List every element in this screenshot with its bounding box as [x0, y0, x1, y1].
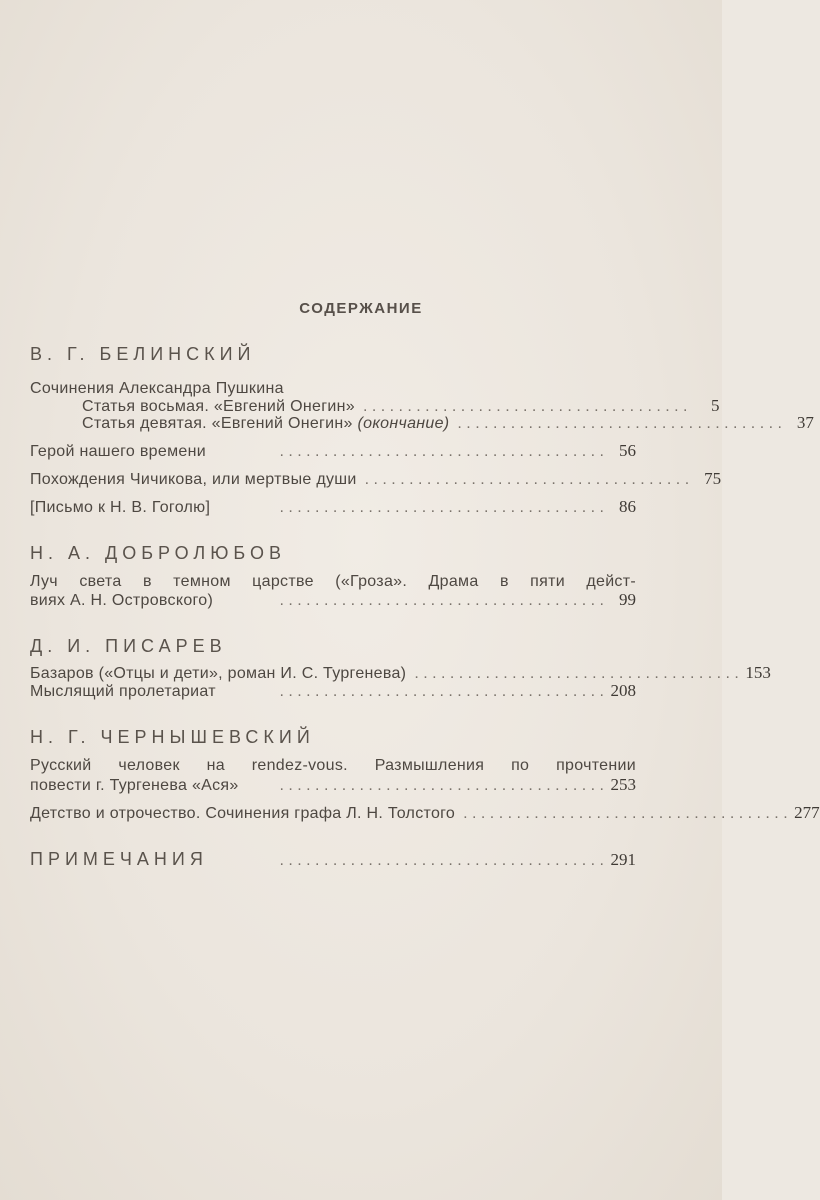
toc-entry-text: Детство и отрочество. Сочинения графа Л. Н. Толстого: [30, 805, 456, 822]
toc-leader: . . . . . . . . . . . . . . . . . . . . . . . . . . . . . . . . . . . . .: [457, 415, 782, 432]
toc-entry-text: Статья восьмая. «Евгений Онегин»: [82, 398, 355, 415]
toc-entry-text: [Письмо к Н. В. Гоголю]: [30, 499, 211, 516]
toc-entry-text: Мыслящий пролетариат: [30, 683, 216, 700]
toc-leader: . . . . . . . . . . . . . . . . . . . . . . . . . . . . . . . . . . . . .: [463, 805, 788, 822]
toc-page-number: 75: [704, 469, 722, 488]
toc-page-number: 153: [745, 663, 771, 682]
toc-entry[interactable]: [30, 775, 636, 799]
toc-page-number: 208: [610, 681, 636, 700]
toc-leader: . . . . . . . . . . . . . . . . . . . . . . . . . . . . . . . . . . . . .: [362, 398, 688, 415]
toc-entry-line[interactable]: Русский человек на rendez-vous. Размышления по прочтении: [30, 757, 636, 774]
work-title-pushkin: Сочинения Александра Пушкина: [30, 380, 284, 397]
toc-entry[interactable]: [30, 497, 636, 521]
toc-entry-notes[interactable]: [30, 849, 636, 873]
author-heading-dobrolyubov: Н. А. ДОБРОЛЮБОВ: [30, 543, 287, 563]
toc-page-number: 99: [619, 590, 636, 609]
toc-leader: . . . . . . . . . . . . . . . . . . . . . . . . . . . . . . . . . . . . .: [279, 499, 604, 516]
toc-page-number: 37: [796, 413, 814, 432]
toc-page-number: 277: [794, 803, 820, 822]
toc-entry-italic: (окончание): [357, 415, 450, 432]
toc-page-number: 5: [710, 396, 720, 415]
toc-leader: . . . . . . . . . . . . . . . . . . . . . . . . . . . . . . . . . . . . .: [414, 665, 739, 682]
toc-leader: . . . . . . . . . . . . . . . . . . . . . . . . . . . . . . . . . . . . .: [279, 592, 604, 609]
toc-leader: . . . . . . . . . . . . . . . . . . . . . . . . . . . . . . . . . . . . .: [279, 777, 604, 794]
author-heading-belinsky: В. Г. БЕЛИНСКИЙ: [30, 344, 256, 364]
notes-heading: ПРИМЕЧАНИЯ: [30, 849, 208, 869]
author-heading-chernyshevsky: Н. Г. ЧЕРНЫШЕВСКИЙ: [30, 727, 315, 747]
toc-entry-main: Статья девятая. «Евгений Онегин»: [82, 415, 353, 432]
toc-leader: . . . . . . . . . . . . . . . . . . . . . . . . . . . . . . . . . . . . .: [364, 471, 690, 488]
toc-page-number: 86: [619, 497, 636, 516]
toc-leader: . . . . . . . . . . . . . . . . . . . . . . . . . . . . . . . . . . . . .: [279, 852, 604, 869]
toc-entry-text: Похождения Чичикова, или мертвые души: [30, 471, 357, 488]
toc-entry-text: Герой нашего времени: [30, 443, 206, 460]
author-heading-pisarev: Д. И. ПИСАРЕВ: [30, 636, 227, 656]
toc-entry[interactable]: [30, 441, 636, 465]
toc-entry[interactable]: [30, 681, 636, 705]
toc-entry[interactable]: [82, 413, 814, 437]
toc-entry-text: повести г. Тургенева «Ася»: [30, 777, 239, 794]
toc-entry[interactable]: [30, 590, 636, 614]
toc-entry[interactable]: [30, 469, 722, 493]
toc-leader: . . . . . . . . . . . . . . . . . . . . . . . . . . . . . . . . . . . . .: [279, 683, 604, 700]
toc-entry-text: [82, 415, 449, 433]
toc-leader: . . . . . . . . . . . . . . . . . . . . . . . . . . . . . . . . . . . . .: [279, 443, 604, 460]
toc-entry-line[interactable]: Луч света в темном царстве («Гроза». Драма в пяти дейст-: [30, 573, 636, 590]
toc-entry-text: Базаров («Отцы и дети», роман И. С. Тургенева): [30, 665, 407, 682]
toc-entry[interactable]: [30, 803, 820, 827]
page-title: СОДЕРЖАНИЕ: [299, 300, 423, 317]
toc-entry-text: виях А. Н. Островского): [30, 592, 214, 609]
toc-page-number: 253: [610, 775, 636, 794]
toc-page-number: 56: [619, 441, 636, 460]
toc-page-number: 291: [610, 850, 636, 869]
